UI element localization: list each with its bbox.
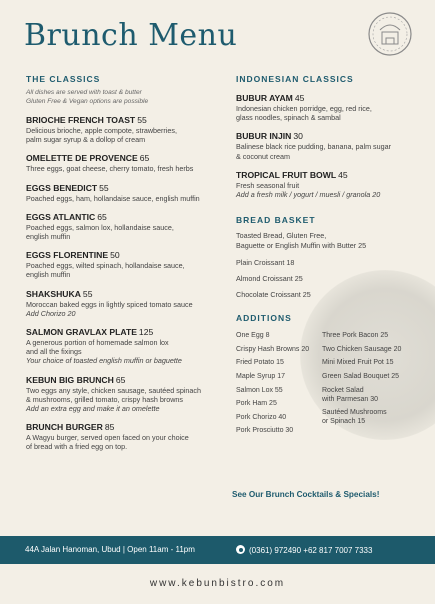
menu-item [26, 327, 216, 366]
addition-item: Pork Ham 25 [236, 400, 277, 408]
description-line: and all the fixings [26, 347, 82, 357]
menu-item [26, 212, 216, 241]
website: www.kebunbistro.com [149, 578, 286, 589]
cocktails-specials-link: See Our Brunch Cocktails & Specials! [232, 490, 380, 499]
item-description [26, 194, 216, 203]
item-price: 65 [97, 211, 107, 222]
addition-item: Maple Syrup 17 [236, 373, 286, 380]
classics-heading: THE CLASSICS [26, 74, 101, 84]
addition-line: with Parmesan 30 [322, 395, 379, 403]
item-description [236, 142, 416, 160]
additions-left [236, 329, 309, 438]
menu-item [236, 170, 416, 199]
additions-list [236, 329, 416, 449]
bread-item: Almond Croissant 25 [236, 274, 303, 284]
bread-item: Chocolate Croissant 25 [236, 290, 311, 300]
indonesian-heading: INDONESIAN CLASSICS [236, 74, 354, 84]
item-option: Add Chorizo 20 [26, 308, 76, 318]
item-title: BRIOCHE FRENCH TOAST [26, 115, 136, 125]
addition-item [322, 406, 401, 428]
description-line: Poached eggs, wilted spinach, hollandaise sauce, [26, 261, 185, 271]
item-name [26, 289, 216, 299]
item-description [26, 261, 216, 279]
description-line: & mushrooms, grilled tomato, crispy hash browns [26, 394, 183, 404]
description-line: Indonesian chicken porridge, egg, red rice, [236, 104, 372, 113]
classics-list [26, 115, 216, 452]
item-description [26, 164, 216, 173]
item-title: BUBUR INJIN [236, 131, 292, 142]
item-description [26, 338, 216, 356]
addition-item: Fried Potato 15 [236, 359, 284, 367]
description-line: palm sugar syrup & a dollop of cream [26, 135, 146, 145]
item-option: Add an extra egg and make it an omelette [26, 404, 160, 414]
item-name [26, 327, 216, 337]
description-line: Balinese black rice pudding, banana, palm sugar [236, 142, 392, 152]
item-name [26, 212, 216, 222]
item-name [236, 170, 416, 180]
addition-line: Sautéed Mushrooms [322, 408, 387, 416]
menu-item [26, 115, 216, 144]
menu-item [26, 422, 216, 451]
item-title: SHAKSHUKA [26, 288, 81, 299]
description-line: A Wagyu burger, served open faced on your choice [26, 433, 189, 443]
item-option: Add a fresh milk / yogurt / muesli / granola 20 [236, 190, 381, 200]
bread-list [236, 258, 416, 299]
addition-item: Pork Prosciutto 30 [236, 427, 294, 435]
item-description [236, 104, 416, 122]
addition-item: One Egg 8 [236, 332, 270, 340]
item-description [26, 386, 216, 404]
description-line: Delicious brioche, apple compote, strawberries, [26, 126, 178, 135]
item-title: OMELETTE DE PROVENCE [26, 153, 138, 164]
item-title: EGGS ATLANTIC [26, 211, 96, 222]
item-title: BRUNCH BURGER [26, 422, 103, 433]
description-line: Three eggs, goat cheese, cherry tomato, fresh herbs [26, 164, 194, 174]
item-name [26, 250, 216, 260]
item-title: SALMON GRAVLAX PLATE [26, 327, 137, 338]
indonesian-list [236, 93, 416, 199]
page-title: Brunch Menu [24, 18, 238, 53]
bread-description: Toasted Bread, Gluten Free, Baguette or English Muffin with Butter 25 [236, 231, 367, 251]
bread-heading: BREAD BASKET [236, 215, 316, 226]
description-line: & coconut cream [236, 151, 290, 161]
addition-line: Rocket Salad [322, 386, 364, 394]
item-name [26, 153, 216, 163]
item-description [26, 126, 216, 144]
item-name [26, 183, 216, 193]
item-price: 55 [99, 182, 109, 193]
menu-item [236, 93, 416, 122]
item-price: 85 [104, 422, 115, 433]
item-name [26, 375, 216, 385]
description-line: english muffin [26, 232, 71, 242]
item-title: TROPICAL FRUIT BOWL [236, 169, 337, 180]
item-price: 45 [294, 93, 305, 103]
addition-item: Salmon Lox 55 [236, 386, 283, 394]
classics-column [26, 74, 216, 452]
item-description [26, 300, 216, 309]
whatsapp-icon [236, 545, 245, 554]
item-price: 30 [293, 131, 303, 142]
item-option: Your choice of toasted english muffin or baguette [26, 356, 182, 366]
additions-right [322, 329, 401, 427]
phone-numbers: (0361) 972490 +62 817 7007 7333 [236, 545, 372, 555]
description-line: Poached eggs, salmon lox, hollandaise sauce, [26, 222, 174, 232]
item-title: KEBUN BIG BRUNCH [26, 374, 114, 385]
item-price: 55 [82, 288, 93, 299]
item-price: 50 [110, 250, 120, 261]
item-price: 55 [137, 115, 147, 125]
item-description [236, 181, 416, 190]
item-title: BUBUR AYAM [236, 93, 293, 103]
addition-item: Three Pork Bacon 25 [322, 332, 389, 340]
menu-item [26, 153, 216, 173]
description-line: english muffin [26, 270, 71, 280]
description-line: Moroccan baked eggs in lightly spiced tomato sauce [26, 299, 193, 309]
description-line: of bread with a fried egg on top. [26, 442, 128, 452]
description-line: A generous portion of homemade salmon lox [26, 338, 169, 348]
footer-band [0, 536, 435, 564]
addition-item: Crispy Hash Browns 20 [236, 345, 310, 353]
menu-item [26, 375, 216, 414]
description-line: Poached eggs, ham, hollandaise sauce, english muffin [26, 193, 200, 203]
item-price: 65 [115, 374, 126, 385]
item-price: 65 [139, 153, 150, 164]
description-line: glass noodles, spinach & sambal [236, 113, 341, 123]
menu-item [26, 250, 216, 279]
item-description [26, 433, 216, 451]
item-price: 125 [138, 327, 154, 338]
item-description [26, 223, 216, 241]
right-column [236, 74, 416, 449]
address-hours: 44A Jalan Hanoman, Ubud | Open 11am - 11pm [25, 545, 195, 554]
description-line: Two eggs any style, chicken sausage, sautéed spinach [26, 385, 202, 395]
additions-heading: ADDITIONS [236, 313, 292, 324]
item-name [236, 131, 416, 141]
description-line: Fresh seasonal fruit [236, 180, 300, 190]
menu-item [26, 289, 216, 318]
kebun-logo-icon [366, 10, 414, 58]
item-title: EGGS FLORENTINE [26, 250, 109, 261]
item-name [236, 93, 416, 103]
addition-line: or Spinach 15 [322, 417, 366, 425]
classics-note: All dishes are served with toast & butter Gluten Free & Vegan options are possible [26, 89, 149, 105]
menu-item [26, 183, 216, 203]
addition-item: Pork Chorizo 40 [236, 413, 287, 421]
addition-item: Mini Mixed Fruit Pot 15 [322, 359, 394, 367]
addition-item [322, 384, 401, 406]
bread-item: Plain Croissant 18 [236, 258, 295, 268]
item-name [26, 115, 216, 125]
item-title: EGGS BENEDICT [26, 182, 98, 193]
menu-item [236, 131, 416, 160]
item-name [26, 422, 216, 432]
item-price: 45 [338, 169, 348, 180]
addition-item: Green Salad Bouquet 25 [322, 373, 400, 380]
addition-item: Two Chicken Sausage 20 [322, 345, 402, 353]
